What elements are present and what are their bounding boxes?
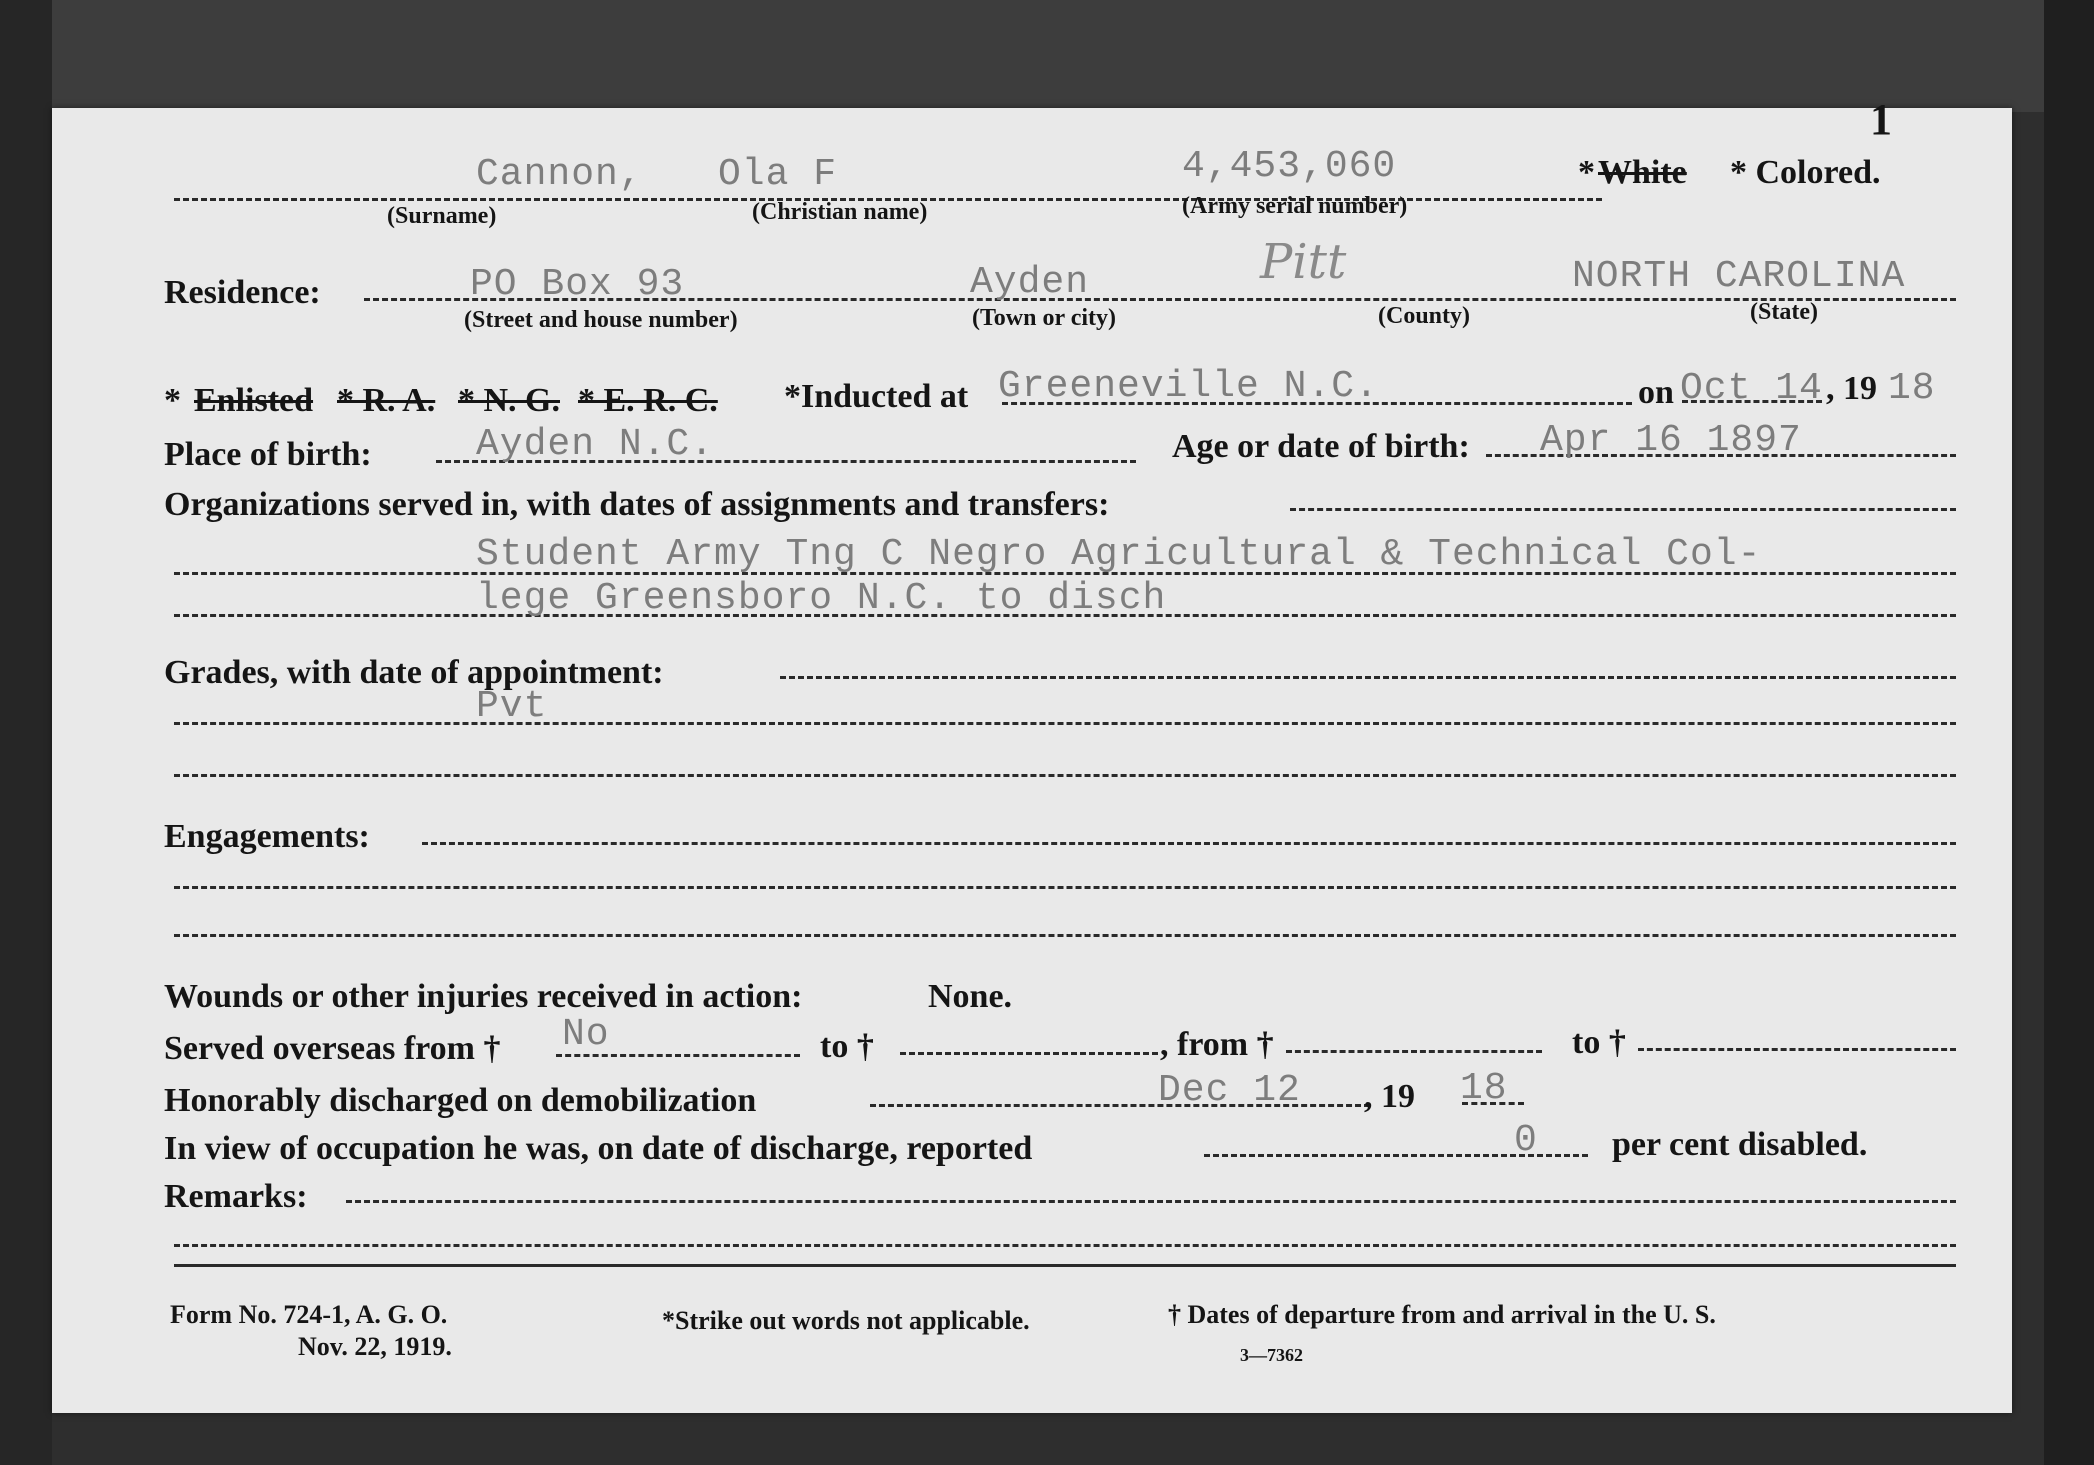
- dates-note: † Dates of departure from and arrival in the U. S.: [1168, 1300, 1716, 1329]
- grades-label: Grades, with date of appointment:: [164, 654, 664, 691]
- residence-county: Pitt: [1260, 234, 1347, 290]
- residence-street: PO Box 93: [470, 263, 685, 306]
- discharge-year-prefix: , 19: [1364, 1078, 1415, 1115]
- organizations-text-2: lege Greensboro N.C. to disch: [476, 577, 1167, 620]
- wounds-label: Wounds or other injuries received in action:: [164, 978, 803, 1015]
- wounds-value: None.: [928, 978, 1013, 1015]
- service-record-card: [52, 95, 2012, 1413]
- disability-suffix: per cent disabled.: [1612, 1126, 1868, 1163]
- race-colored: * Colored.: [1730, 154, 1881, 191]
- erc-option: * E. R. C.: [578, 382, 718, 419]
- organizations-line-0: [1290, 508, 1956, 511]
- ra-option: * R. A.: [337, 382, 436, 419]
- form-date: Nov. 22, 1919.: [298, 1332, 452, 1361]
- strike-note: *Strike out words not applicable.: [662, 1306, 1030, 1335]
- birth-date-label: Age or date of birth:: [1172, 428, 1470, 465]
- discharge-year: 18: [1460, 1067, 1508, 1110]
- grades-text-1: Pvt: [476, 685, 548, 728]
- overseas-to-line-2: [1638, 1048, 1956, 1051]
- birth-place: Ayden N.C.: [476, 423, 715, 466]
- engagements-line-0: [422, 842, 1956, 845]
- discharge-date: Dec 12: [1158, 1069, 1301, 1112]
- birth-date: Apr 16 1897: [1540, 419, 1802, 462]
- print-code: 3—7362: [1240, 1345, 1303, 1365]
- engagements-line-1: [174, 886, 1956, 889]
- remarks-line-0: [346, 1200, 1956, 1203]
- caption-christian-name: (Christian name): [752, 199, 928, 225]
- christian-name-value: Ola F: [718, 153, 838, 196]
- scan-background-left: [0, 0, 52, 1465]
- overseas-to-label-2: to †: [1572, 1024, 1626, 1061]
- disability-label: In view of occupation he was, on date of discharge, reported: [164, 1130, 1033, 1167]
- caption-county: (County): [1378, 303, 1471, 329]
- inducted-label: *Inducted at: [784, 378, 969, 415]
- disability-value: 0: [1514, 1119, 1538, 1162]
- birth-place-label: Place of birth:: [164, 436, 372, 473]
- remarks-label: Remarks:: [164, 1178, 308, 1215]
- induction-on-label: on: [1638, 374, 1674, 411]
- overseas-to-line-1: [900, 1052, 1158, 1055]
- grades-line-1: [174, 722, 1956, 725]
- residence-state: NORTH CAROLINA: [1572, 255, 1906, 298]
- scan-background-top: [0, 0, 2094, 112]
- induction-place: Greeneville N.C.: [998, 365, 1379, 408]
- enlist-prefix: *: [164, 382, 181, 419]
- enlisted-option: Enlisted: [194, 382, 314, 419]
- surname-value: Cannon,: [476, 153, 643, 196]
- serial-number-value: 4,453,060: [1182, 145, 1397, 188]
- overseas-to-label-1: to †: [820, 1028, 874, 1065]
- footer-rule: [174, 1264, 1956, 1267]
- caption-state: (State): [1750, 299, 1818, 325]
- scan-background-right: [2044, 0, 2094, 1465]
- overseas-from-label: Served overseas from †: [164, 1030, 501, 1067]
- residence-label: Residence:: [164, 274, 321, 311]
- overseas-from-line-2: [1286, 1050, 1542, 1053]
- page-number: 1: [1870, 95, 1892, 144]
- race-white: White: [1598, 154, 1687, 191]
- induction-year: 18: [1888, 367, 1936, 410]
- organizations-text-1: Student Army Tng C Negro Agricultural & Technical Col-: [476, 533, 1762, 576]
- remarks-line-1: [174, 1244, 1956, 1247]
- engagements-line-2: [174, 934, 1956, 937]
- engagements-label: Engagements:: [164, 818, 370, 855]
- induction-date: Oct 14: [1680, 367, 1823, 410]
- caption-surname: (Surname): [387, 203, 497, 229]
- ng-option: * N. G.: [458, 382, 560, 419]
- overseas-from-value: No: [562, 1013, 610, 1056]
- form-number: Form No. 724-1, A. G. O.: [170, 1300, 448, 1329]
- organizations-label: Organizations served in, with dates of assignments and transfers:: [164, 486, 1110, 523]
- caption-town: (Town or city): [972, 305, 1116, 331]
- grades-line-2: [174, 774, 1956, 777]
- overseas-from-label-2: , from †: [1160, 1026, 1274, 1063]
- induction-year-prefix: , 19: [1826, 370, 1877, 407]
- discharge-label: Honorably discharged on demobilization: [164, 1082, 757, 1119]
- grades-line-0: [780, 676, 1956, 679]
- caption-street: (Street and house number): [464, 307, 738, 333]
- race-prefix: *: [1578, 154, 1595, 191]
- residence-town: Ayden: [970, 261, 1090, 304]
- caption-serial-number: (Army serial number): [1182, 193, 1408, 219]
